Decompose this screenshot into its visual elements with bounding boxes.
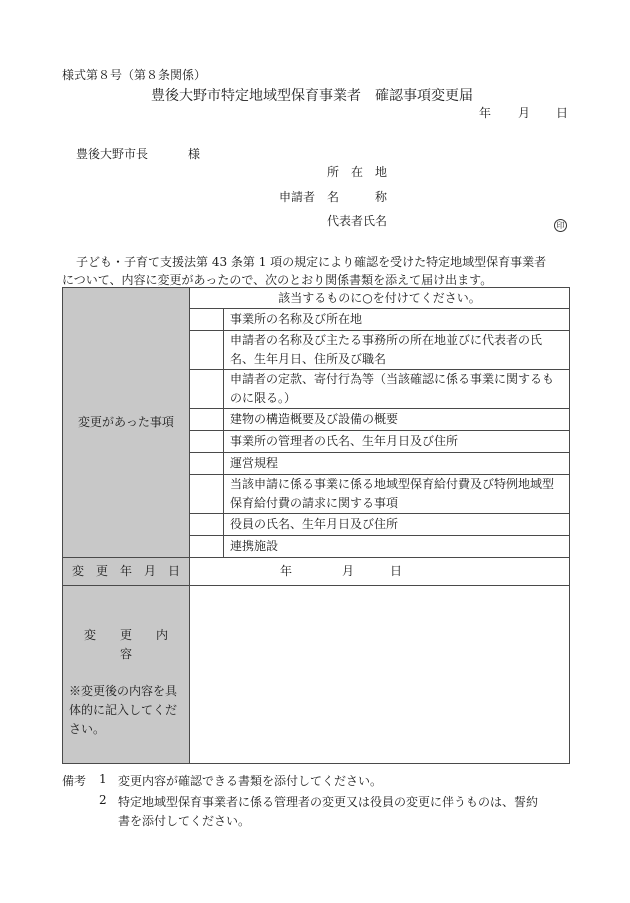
page-title: 豊後大野市特定地域型保育事業者 確認事項変更届 xyxy=(151,88,473,104)
change-date-label-cell xyxy=(63,558,190,586)
addressee-honorific: 様 xyxy=(188,147,201,161)
body-text-line1: 子ども・子育て支援法第 43 条第 1 項の規定により確認を受けた特定地域型保育事業者 xyxy=(76,255,547,269)
change-date-row xyxy=(63,558,570,586)
applicant-label: 申請者 xyxy=(279,190,316,204)
change-date-value-cell[interactable] xyxy=(190,558,570,586)
checkbox-cell-7[interactable] xyxy=(190,475,224,514)
checkbox-cell-6[interactable] xyxy=(190,453,224,475)
note2-number: 2 xyxy=(99,793,107,807)
change-content-note: ※変更後の内容を具体的に記入してください。 xyxy=(69,684,178,736)
item-applicant-info: 申請者の名称及び主たる事務所の所在地並びに代表者の氏名、生年月日、住所及び職名 xyxy=(224,331,570,370)
change-content-label: 変 更 内 容 xyxy=(83,628,193,661)
seal-icon: 印 xyxy=(554,219,567,232)
note2-text-line2: 書を添付してください。 xyxy=(118,814,251,828)
item-business-name: 事業所の名称及び所在地 xyxy=(224,309,570,331)
item-articles: 申請者の定款、寄付行為等（当該確認に係る事業に関するものに限る。） xyxy=(224,370,570,409)
checkbox-cell-4[interactable] xyxy=(190,409,224,431)
change-date-label: 変 更 年 月 日 xyxy=(71,564,180,578)
date-month-label: 月 xyxy=(518,106,531,120)
checkbox-cell-3[interactable] xyxy=(190,370,224,409)
change-form-table xyxy=(62,287,570,764)
note1-number: 1 xyxy=(99,772,107,786)
change-date-day: 日 xyxy=(390,564,403,578)
note2-text-line1: 特定地域型保育事業者に係る管理者の変更又は役員の変更に伴うものは、誓約 xyxy=(118,795,539,809)
checkbox-cell-1[interactable] xyxy=(190,309,224,331)
item-officers: 役員の氏名、生年月日及び住所 xyxy=(224,514,570,536)
change-content-row xyxy=(63,586,570,764)
item-building: 建物の構造概要及び設備の概要 xyxy=(224,409,570,431)
name-label: 名 称 xyxy=(327,190,388,204)
change-date-month: 月 xyxy=(342,564,355,578)
change-content-input[interactable] xyxy=(190,586,570,764)
date-year-label: 年 xyxy=(479,106,492,120)
instruction-cell xyxy=(190,288,570,309)
item-partner-facility: 連携施設 xyxy=(224,536,570,558)
checkbox-cell-2[interactable] xyxy=(190,331,224,370)
item-regulations: 運営規程 xyxy=(224,453,570,475)
representative-label: 代表者氏名 xyxy=(327,214,388,228)
notes-label: 備考 xyxy=(62,774,87,788)
checkbox-cell-9[interactable] xyxy=(190,536,224,558)
change-content-label-cell xyxy=(63,586,193,764)
change-date-year: 年 xyxy=(280,564,293,578)
item-childcare-benefit: 当該申請に係る事業に係る地域型保育給付費及び特例地域型保育給付費の請求に関する事項 xyxy=(224,475,570,514)
form-number: 様式第８号（第８条関係） xyxy=(62,68,207,82)
addressee-mayor: 豊後大野市長 xyxy=(76,147,149,161)
item-manager: 事業所の管理者の氏名、生年月日及び住所 xyxy=(224,431,570,453)
address-label: 所 在 地 xyxy=(327,165,388,179)
checkbox-cell-5[interactable] xyxy=(190,431,224,453)
changed-items-label-cell xyxy=(63,288,190,558)
instruction-text: 該当するものに○を付けてください。 xyxy=(278,290,481,305)
changed-items-label: 変更があった事項 xyxy=(78,415,174,429)
checkbox-cell-8[interactable] xyxy=(190,514,224,536)
seal-mark xyxy=(554,213,567,232)
note1-text: 変更内容が確認できる書類を添付してください。 xyxy=(118,774,383,788)
date-day-label: 日 xyxy=(556,106,569,120)
body-text-line2: について、内容に変更があったので、次のとおり関係書類を添えて届け出ます。 xyxy=(62,273,493,287)
